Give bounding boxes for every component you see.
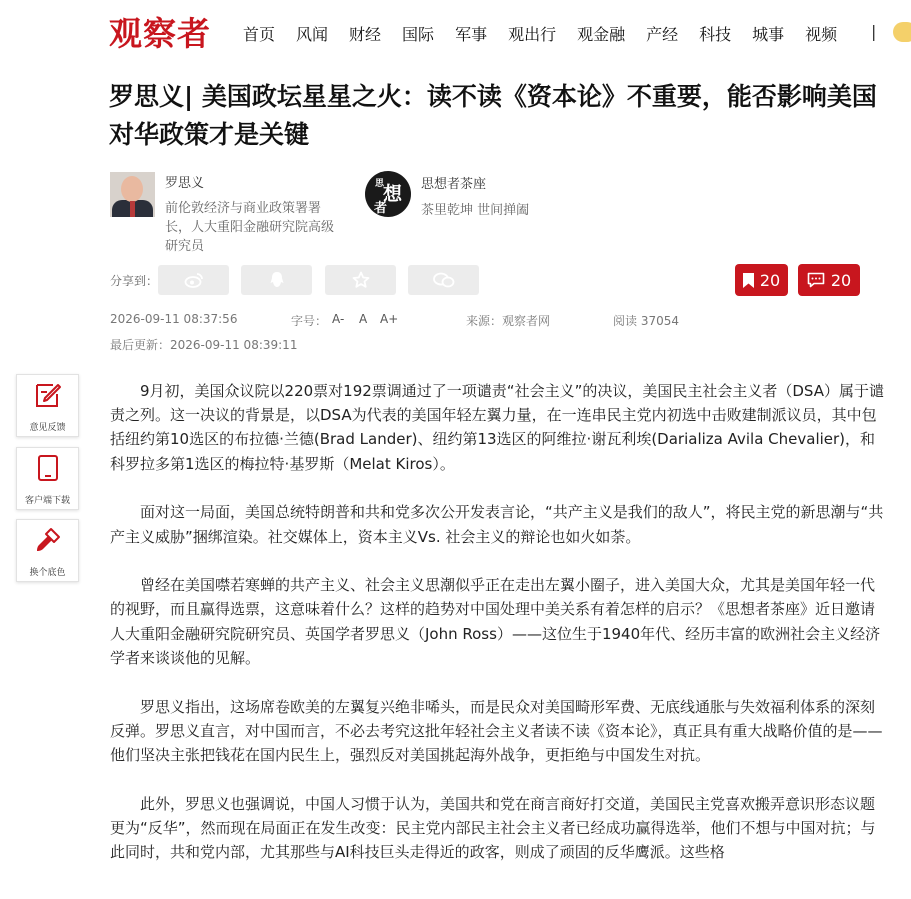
nav-item-travel[interactable]: 观出行 (508, 25, 557, 44)
share-qzone-button[interactable] (325, 265, 396, 295)
star-icon (352, 271, 370, 289)
column-logo-char-1: 思 (375, 179, 385, 189)
nav-item-military[interactable]: 军事 (455, 25, 488, 44)
article-paragraph: 面对这一局面，美国总统特朗普和共和党多次公开发表言论，“共产主义是我们的敌人”，将民主党的新思潮与“共产主义威胁”捆绑渲染。社交媒体上，资本主义Vs. 社会主义的辩论也如火如荼。 (110, 503, 884, 546)
nav-item-international[interactable]: 国际 (402, 25, 435, 44)
nav-item-home[interactable]: 首页 (243, 25, 276, 44)
comment-count: 20 (830, 270, 852, 290)
last-updated: 最后更新：2026-09-11 08:39:11 (110, 338, 298, 352)
change-background-button[interactable] (16, 519, 79, 582)
article-paragraph: 罗思义指出，这场席卷欧美的左翼复兴绝非唏头，而是民众对美国畸形军费、无底线通胀与失效福利体系的深刻反弹。罗思义直言，对中国而言，不必去考究这批年轻社会主义者读不读《资本论》，真正具有重大战略价值的是——他们坚决主张把钱花在国内民生上，强烈反对美国挑起海外战争，更拒绝与中国发生对抗。 (110, 697, 883, 764)
comment-button[interactable] (798, 264, 860, 296)
feedback-icon (34, 381, 62, 409)
share-wechat-button[interactable] (408, 265, 479, 295)
author-name[interactable]: 罗思义 (165, 176, 205, 191)
column-slogan: 茶里乾坤 世间掸阖 (421, 203, 530, 218)
feedback-button[interactable] (16, 374, 79, 437)
share-weibo-button[interactable] (158, 265, 229, 295)
article-paragraph: 9月初，美国众议院以220票对192票调通过了一项谴责“社会主义”的决议，美国民主社会主义者（DSA）属于谴责之列。这一决议的背景是，以DSA为代表的美国年轻左翼力量，在一连串民主党内初选中击败建制派议员，其中包括纽约第10选区的布拉德·兰德(Brad Lander)、纽约第13选区的阿维拉·谢瓦利埃(Darializa Avila Chevalier)，和科罗拉多第1选区的梅拉特·基罗斯（Melat Kiros）。 (110, 382, 884, 473)
column-logo-char-3: 者 (374, 201, 388, 216)
bookmark-button[interactable] (735, 264, 788, 296)
wechat-icon (433, 272, 455, 288)
column-logo[interactable] (365, 171, 411, 217)
bookmark-icon (743, 273, 754, 288)
author-avatar[interactable] (110, 172, 155, 217)
site-header (0, 0, 911, 62)
app-download-label: 客户端下载 (24, 496, 70, 506)
article-source: 来源：观察者网 (466, 314, 551, 328)
main-nav (243, 22, 858, 45)
nav-separator: | (871, 22, 877, 41)
font-size-normal-button[interactable]: A (359, 312, 368, 326)
publish-time: 2026-09-11 08:37:56 (110, 312, 238, 326)
nav-item-tech[interactable]: 科技 (699, 25, 732, 44)
feedback-label: 意见反馈 (29, 423, 66, 433)
change-background-label: 换个底色 (29, 568, 66, 578)
author-description: 前伦敦经济与商业政策署署长，人大重阳金融研究院高级研究员 (165, 201, 335, 254)
view-count: 阅读 37054 (613, 314, 679, 328)
user-avatar[interactable] (893, 22, 911, 42)
article-body (110, 379, 885, 889)
article-paragraph: 此外，罗思义也强调说，中国人习惯于认为，美国共和党在商言商好打交道，美国民主党喜欢搬弄意识形态议题更为“反华”，然而现在局面正在发生改变：民主党内部民主社会主义者已经成功赢得选举，他们不想与中国对抗；与此同时，共和党内部，尤其那些与AI科技巨头走得近的政客，则成了顽固的反华鹰派。这些格 (110, 794, 876, 862)
article-paragraph: 曾经在美国噤若寒蝉的共产主义、社会主义思潮似乎正在走出左翼小圈子，进入美国大众，尤其是美国年轻一代的视野，而且赢得选票，这意味着什么？这样的趋势对中国处理中美关系有着怎样的启示？《思想者茶座》近日邀请人大重阳金融研究院研究员、英国学者罗思义（John Ross）——这位生于1940年代、经历丰富的欧洲社会主义经济学者来谈谈他的见解。 (110, 576, 881, 667)
bookmark-count: 20 (759, 270, 781, 290)
share-qq-button[interactable] (241, 265, 312, 295)
nav-item-city[interactable]: 城事 (752, 25, 785, 44)
column-name[interactable]: 思想者茶座 (421, 177, 487, 192)
column-logo-char-2: 想 (383, 183, 403, 205)
font-size-label: 字号： (291, 314, 328, 328)
comment-icon (807, 272, 825, 288)
font-size-increase-button[interactable]: A+ (380, 312, 399, 326)
brush-icon (34, 526, 62, 554)
site-logo[interactable]: 观察者 (109, 14, 211, 53)
tablet-icon (34, 454, 62, 482)
nav-item-video[interactable]: 视频 (805, 25, 838, 44)
article-title: 罗思义| 美国政坛星星之火：读不读《资本论》不重要，能否影响美国对华政策才是关键 (109, 82, 877, 149)
nav-item-fengwen[interactable]: 风闻 (296, 25, 329, 44)
nav-item-guanjinrong[interactable]: 观金融 (577, 25, 626, 44)
qq-penguin-icon (269, 271, 285, 289)
font-size-decrease-button[interactable]: A- (332, 312, 345, 326)
nav-item-finance[interactable]: 财经 (349, 25, 382, 44)
share-label: 分享到： (110, 274, 159, 288)
app-download-button[interactable] (16, 447, 79, 510)
nav-item-industry[interactable]: 产经 (646, 25, 679, 44)
weibo-icon (184, 272, 204, 288)
